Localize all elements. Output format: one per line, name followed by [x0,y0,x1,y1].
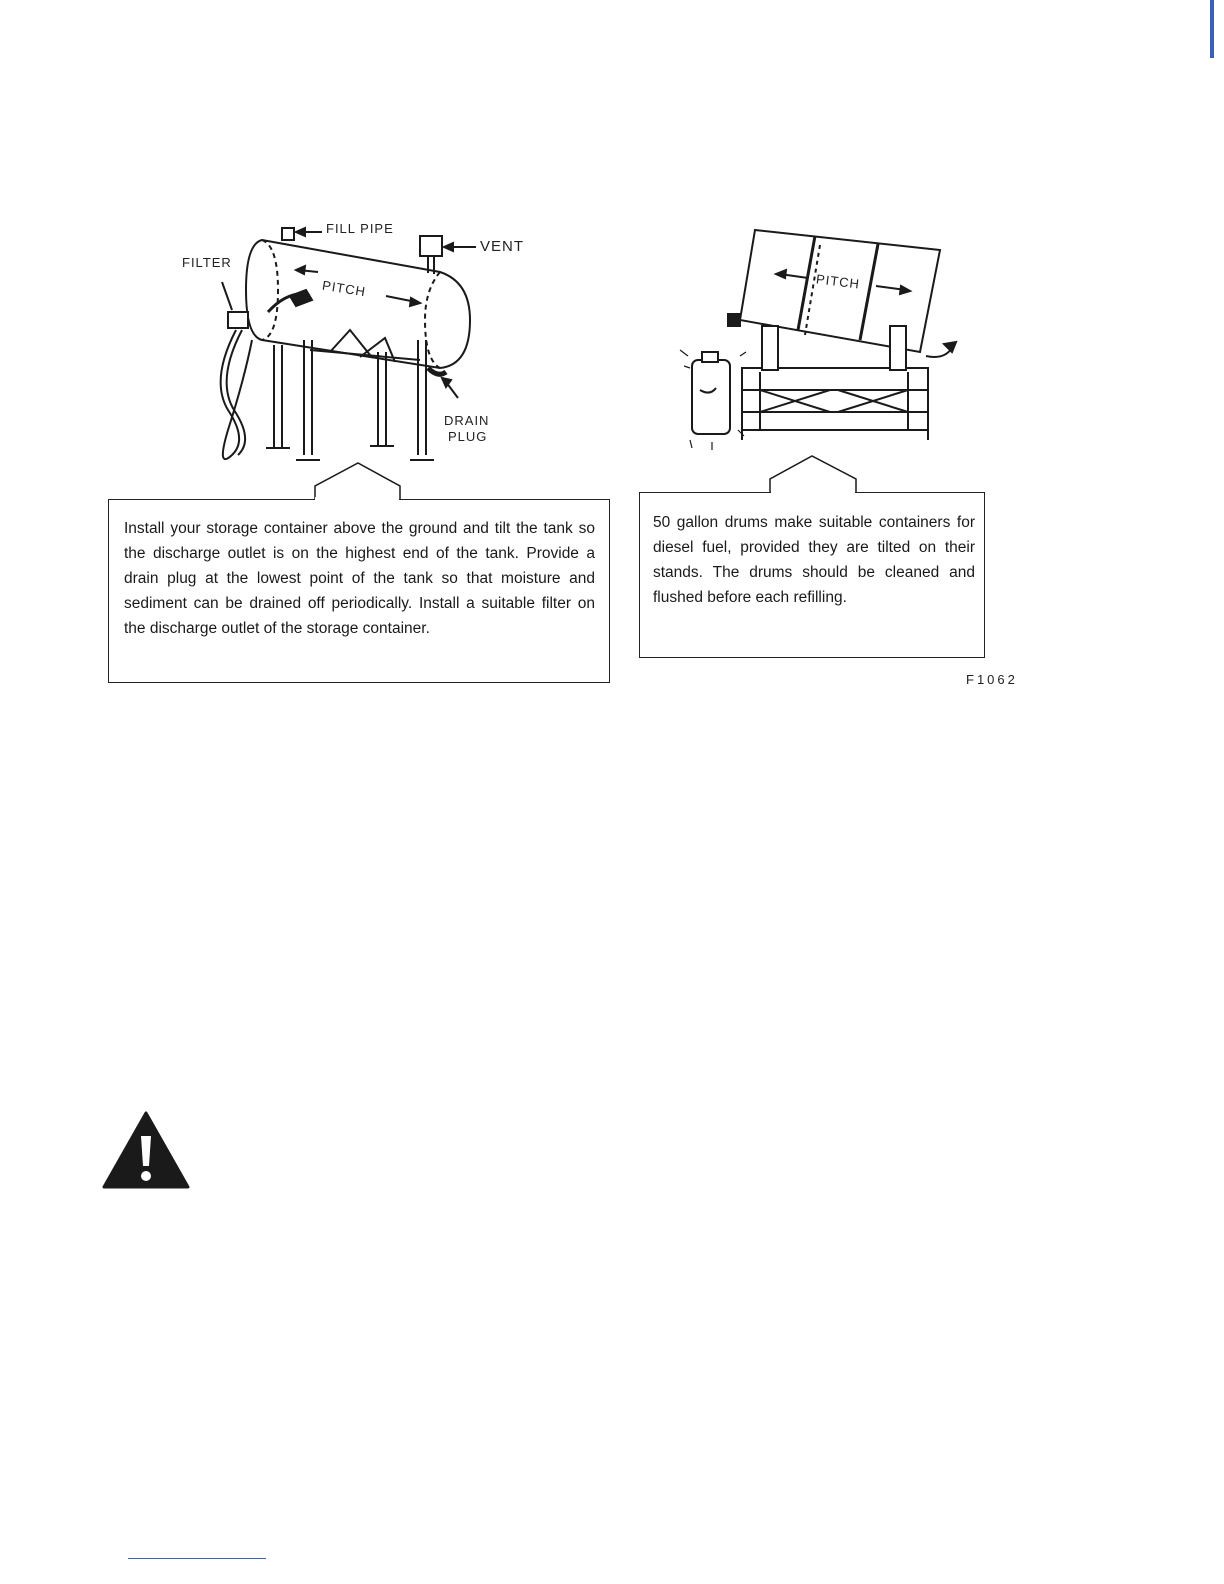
warning-triangle-icon [102,1110,190,1190]
label-fill-pipe: FILL PIPE [326,221,394,236]
storage-tank-caption: Install your storage container above the ground and tilt the tank so the discharge outlet is on the highest end of the tank. Provide a drain plug at the lowest point of the tank so that moisture and sediment can be drained off periodically. Install a suitable filter on the discharge outlet of the storage container. [124,520,595,637]
label-pitch-drum: PITCH [815,271,861,292]
drum-stand-illustration [680,230,956,450]
drum-caption: 50 gallon drums make suitable containers for diesel fuel, provided they are tilted on their stands. The drums should be cleaned and flushed before each refilling. [653,514,975,606]
figure-id: F1062 [966,672,1018,687]
label-drain: DRAIN [444,413,490,428]
callout-arrow-right [770,456,856,493]
label-plug: PLUG [448,429,488,444]
label-pitch-tank: PITCH [321,277,367,300]
label-filter: FILTER [182,255,232,270]
callout-arrow-left [315,463,400,500]
label-vent: VENT [480,238,525,255]
footer-link-underline [128,1558,266,1559]
storage-tank-illustration [221,228,476,460]
